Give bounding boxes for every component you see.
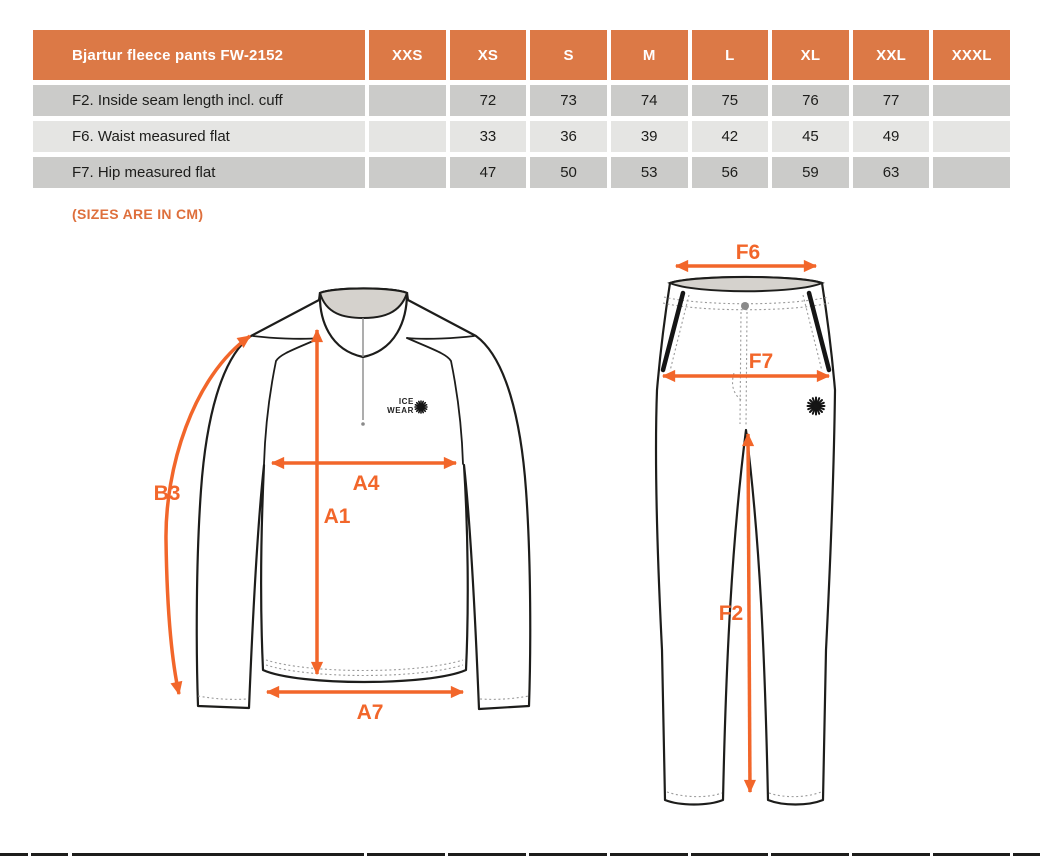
size-value: 56 [692, 157, 769, 188]
logo-text-top: ICE [398, 397, 414, 406]
units-note: (SIZES ARE IN CM) [72, 206, 204, 222]
label-f2: F2 [718, 602, 744, 625]
size-value: 77 [853, 85, 930, 116]
label-b3: B3 [153, 482, 181, 505]
label-a4: A4 [352, 472, 380, 495]
size-value: 76 [772, 85, 849, 116]
table-border-segment [933, 853, 1010, 856]
label-f6: F6 [735, 241, 761, 264]
size-column-header: S [530, 30, 607, 80]
pants-outline [656, 277, 835, 805]
size-value: 36 [530, 121, 607, 152]
size-value: 50 [530, 157, 607, 188]
fleece-top-diagram [154, 289, 531, 725]
table-border-segment [610, 853, 688, 856]
size-value: 47 [450, 157, 527, 188]
size-column-header: XS [450, 30, 527, 80]
row-label: F6. Waist measured flat [33, 121, 365, 152]
waistband-inner [670, 277, 822, 291]
size-value: 75 [692, 85, 769, 116]
snowflake-icon [415, 401, 427, 413]
table-border-segment [0, 853, 28, 856]
table-border-segment [1013, 853, 1040, 856]
logo-text-bottom: WEAR [387, 406, 414, 415]
table-border-segment [72, 853, 364, 856]
size-value: 59 [772, 157, 849, 188]
row-label: F7. Hip measured flat [33, 157, 365, 188]
size-column-header: XXL [853, 30, 930, 80]
size-column-header: XXS [369, 30, 446, 80]
label-a1: A1 [323, 505, 351, 528]
row-label: F2. Inside seam length incl. cuff [33, 85, 365, 116]
label-a7: A7 [356, 701, 384, 724]
size-column-header: XXXL [933, 30, 1010, 80]
table-border-segment [691, 853, 768, 856]
table-border-segment [771, 853, 849, 856]
size-column-header: L [692, 30, 769, 80]
size-value: 42 [692, 121, 769, 152]
size-value: 53 [611, 157, 688, 188]
size-column-header: M [611, 30, 688, 80]
label-f7: F7 [748, 350, 774, 373]
arrow-f2 [748, 434, 750, 792]
table-border-segment [31, 853, 68, 856]
size-value: 74 [611, 85, 688, 116]
size-value: 63 [853, 157, 930, 188]
waist-button [741, 302, 749, 310]
table-title: Bjartur fleece pants FW-2152 [33, 30, 365, 80]
size-value: 33 [450, 121, 527, 152]
size-value: 72 [450, 85, 527, 116]
size-column-header: XL [772, 30, 849, 80]
table-border-segment [529, 853, 607, 856]
size-value: 39 [611, 121, 688, 152]
table-border-segment [367, 853, 445, 856]
table-border-segment [852, 853, 930, 856]
zipper-pull [361, 422, 365, 426]
snowflake-icon [808, 398, 825, 415]
pants-diagram [656, 241, 835, 805]
table-border-segment [448, 853, 526, 856]
size-value: 45 [772, 121, 849, 152]
size-value: 73 [530, 85, 607, 116]
size-value: 49 [853, 121, 930, 152]
